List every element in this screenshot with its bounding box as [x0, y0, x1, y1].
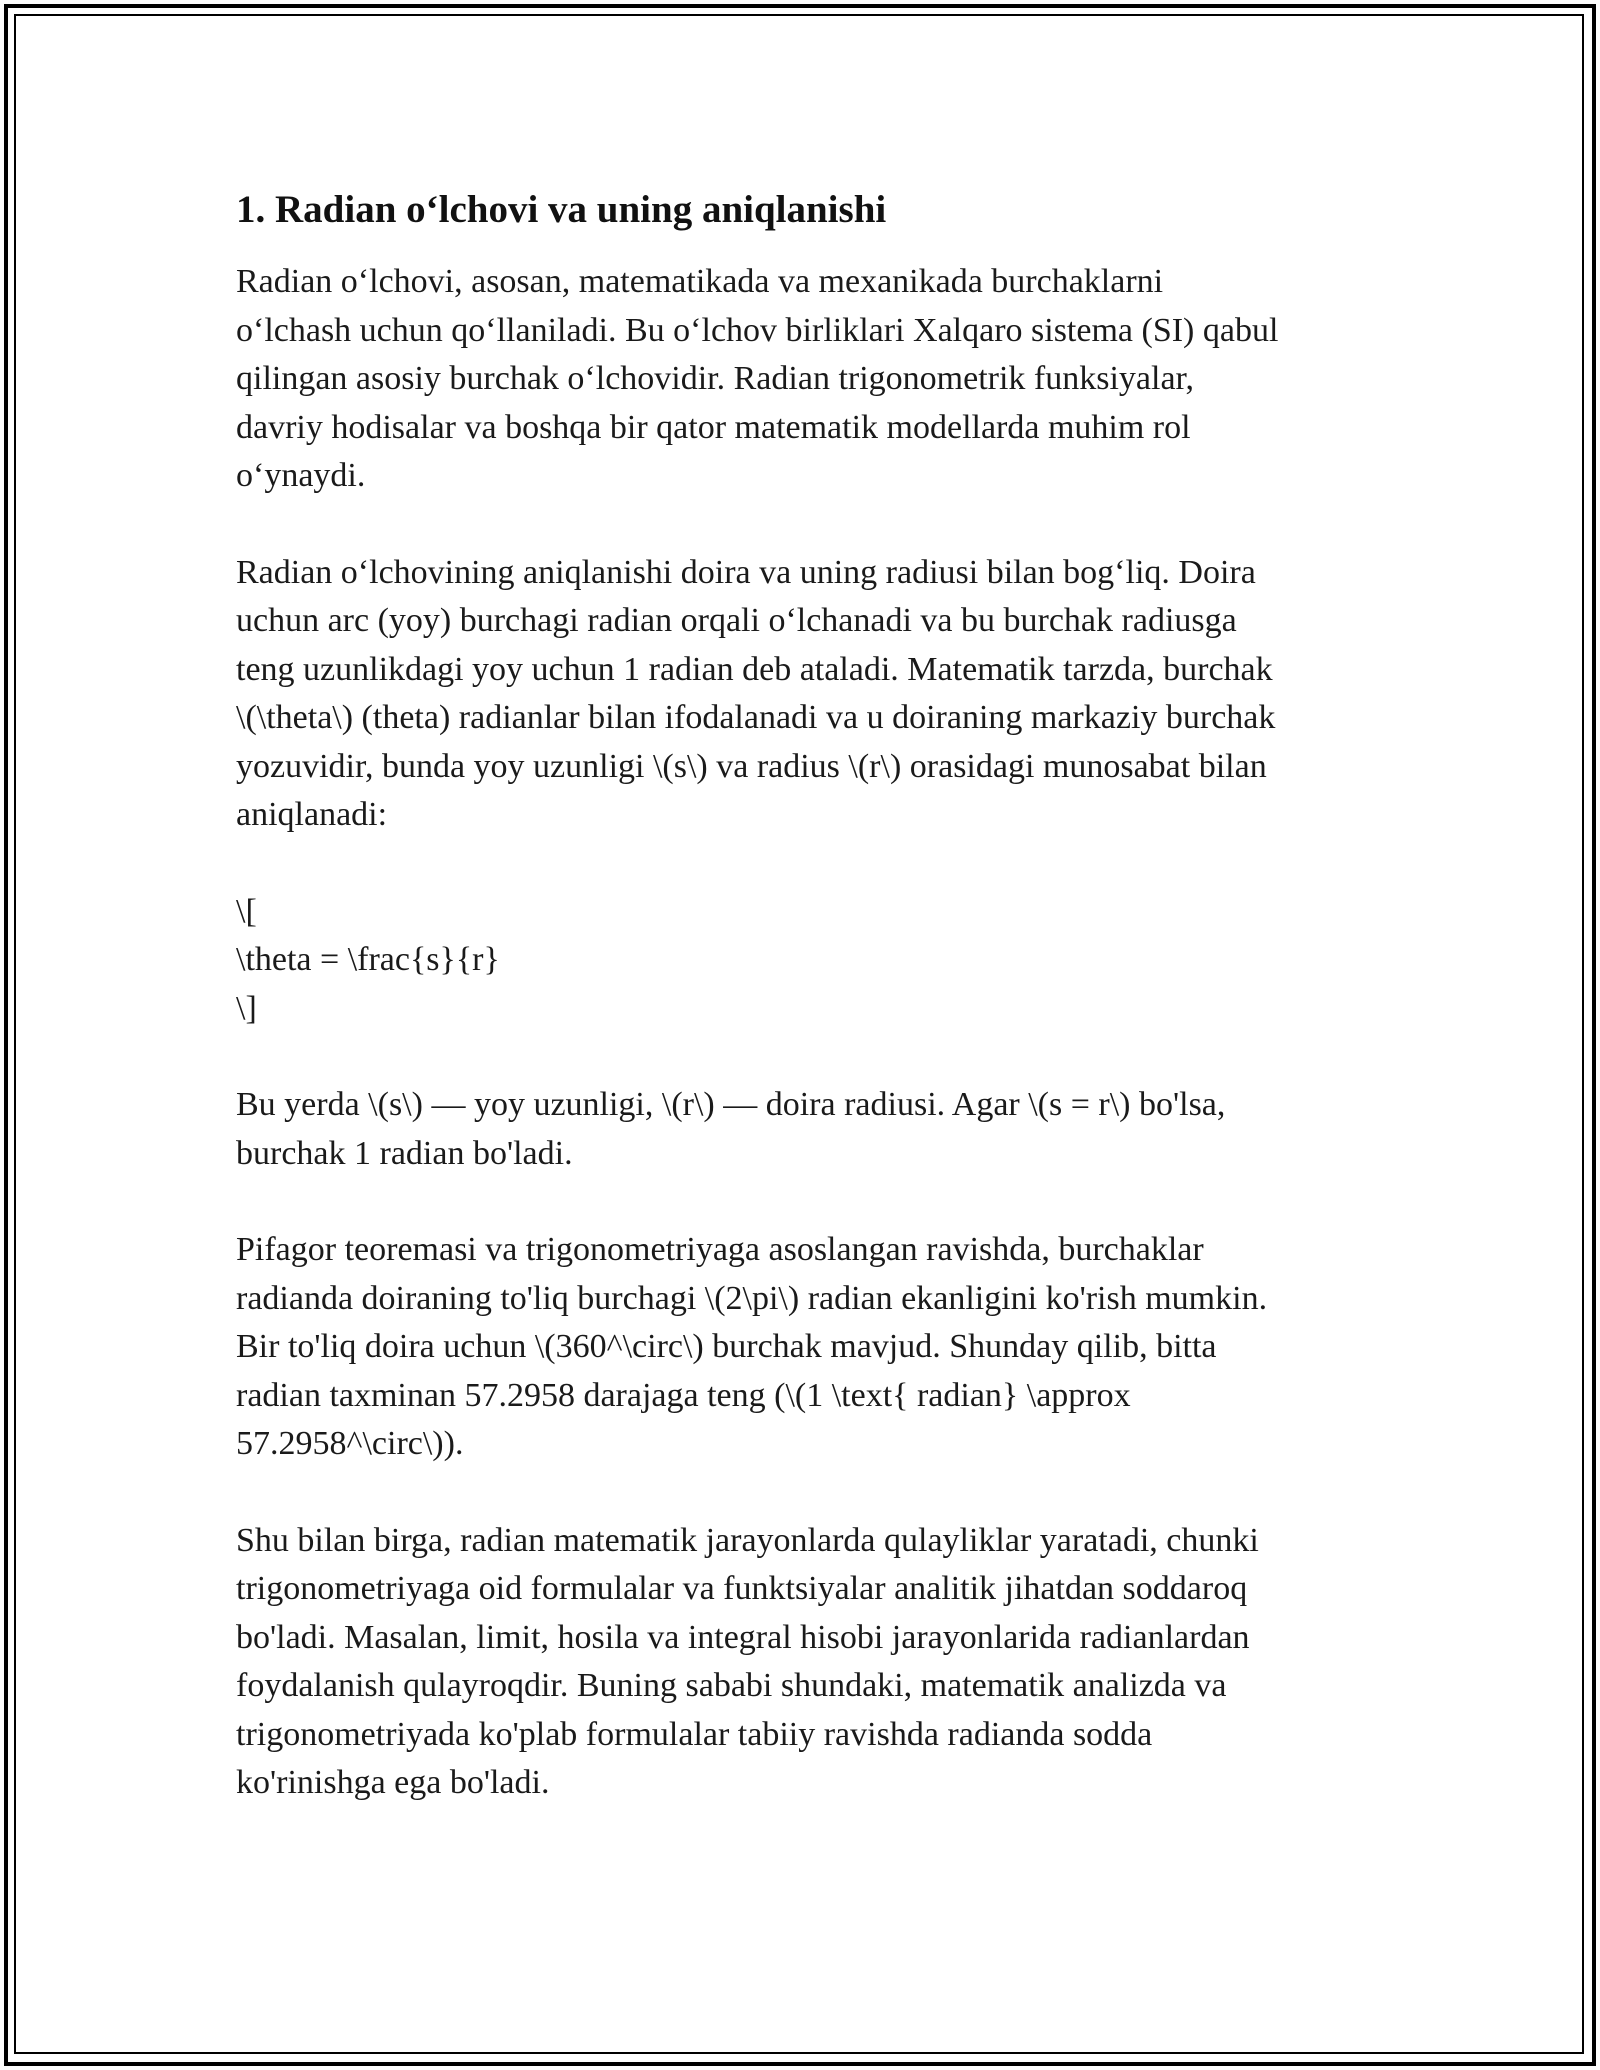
paragraph-explanation: Bu yerda \(s\) — yoy uzunligi, \(r\) — doira radiusi. Agar \(s = r\) bo'lsa, burchak 1 radian bo'ladi.: [236, 1086, 1226, 1172]
paragraph-advantages: Shu bilan birga, radian matematik jarayonlarda qulayliklar yaratadi, chunki trigonometriyaga oid formulalar va funktsiyalar analitik jihatdan soddaroq bo'ladi. Masalan, limit, hosila va integral hisobi jarayonlarida radianlardan foydalanish qulayroqdir. Buning sababi shundaki, matematik analizda va trigonometriyada ko'plab formulalar tabiiy ravishda radianda sodda ko'rinishga ega bo'ladi.: [236, 1521, 1259, 1801]
paragraph-intro: Radian o‘lchovi, asosan, matematikada va mexanikada burchaklarni o‘lchash uchun qo‘llaniladi. Bu o‘lchov birliklari Xalqaro sistema (SI) qabul qilingan asosiy burchak o‘lchovidir. Radian trigonometrik funksiyalar, davriy hodisalar va boshqa bir qator matematik modellarda muhim rol o‘ynaydi.: [236, 263, 1279, 494]
formula-line: \theta = \frac{s}{r}: [236, 941, 500, 978]
paragraph-definition: Radian o‘lchovining aniqlanishi doira va uning radiusi bilan bog‘liq. Doira uchun arc (yoy) burchagi radian orqali o‘lchanadi va bu burchak radiusga teng uzunlikdagi yoy uchun 1 radian deb ataladi. Matematik tarzda, burchak \(\theta\) (theta) radianlar bilan ifodalanadi va u doiraning markaziy burchak yozuvidir, bunda yoy uzunligi \(s\) va radius \(r\) orasidagi munosabat bilan aniqlanadi:: [236, 553, 1276, 833]
formula-line: \]: [236, 989, 257, 1027]
paragraph-full-circle: Pifagor teoremasi va trigonometriyaga asoslangan ravishda, burchaklar radianda doiraning to'liq burchagi \(2\pi\) radian ekanligini ko'rish mumkin. Bir to'liq doira uchun \(360^\circ\) burchak mavjud. Shunday qilib, bitta radian taxminan 57.2958 darajaga teng (\(1 \text{ radian} \approx 57.2958^\circ\)).: [236, 1231, 1268, 1462]
formula-block: [236, 888, 1376, 1034]
document-body: [236, 186, 1376, 1856]
section-heading: 1. Radian o‘lchovi va uning aniqlanishi: [236, 188, 887, 231]
formula-line: \[: [236, 892, 257, 930]
